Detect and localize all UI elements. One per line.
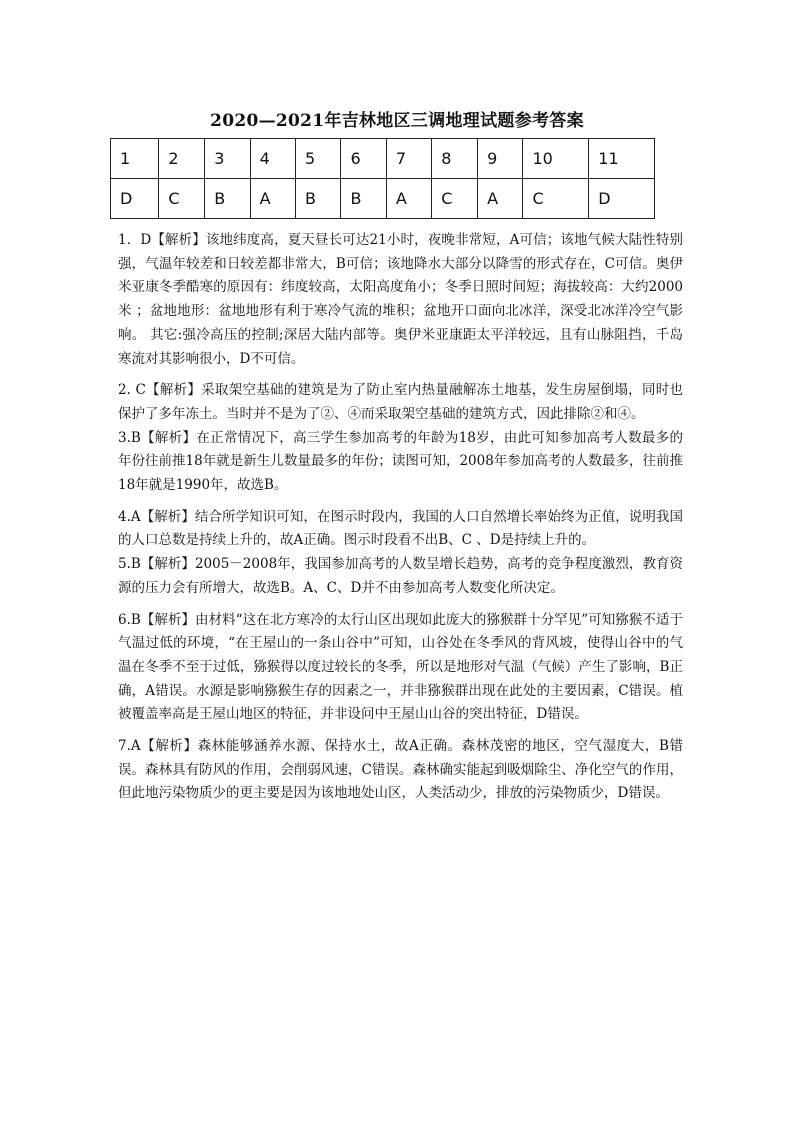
- answer-cell: B: [296, 179, 341, 219]
- answer-cell: D: [111, 179, 159, 219]
- explanation-paragraph: 5.B【解析】2005－2008年，我国参加高考的人数呈增长趋势，高考的竞争程度激烈，教育资源的压力会有所增大，故选B。A、C、D并不由参加高考人数变化所决定。: [118, 556, 683, 596]
- question-number-cell: 4: [250, 139, 295, 179]
- question-number-cell: 3: [205, 139, 250, 179]
- question-number-cell: 11: [589, 139, 655, 179]
- explanation-paragraph: 3.B【解析】在正常情况下，高三学生参加高考的年龄为18岁，由此可知参加高考人数最多的年份往前推18年就是新生儿数量最多的年份；读图可知，2008年参加高考的人数最多，往前推18年就是1990年，故选B。: [118, 429, 683, 494]
- explanation-paragraph: 7.A【解析】森林能够涵养水源、保持水土，故A正确。森林茂密的地区，空气湿度大，B错误。森林具有防风的作用，会削弱风速，C错误。森林确实能起到吸烟除尘、净化空气的作用，但此地污染物质少的更主要是因为该地地处山区，人类活动少，排放的污染物质少，D错误。: [118, 738, 683, 802]
- answer-cell: A: [386, 179, 431, 219]
- answer-row: [111, 179, 655, 219]
- question-number-cell: 2: [159, 139, 205, 179]
- answer-cell: A: [250, 179, 295, 219]
- answer-table: [110, 138, 655, 219]
- answer-cell: C: [159, 179, 205, 219]
- answer-cell: C: [432, 179, 478, 219]
- explanation-paragraph: 4.A【解析】结合所学知识可知，在图示时段内，我国的人口自然增长率始终为正值，说明我国的人口总数是持续上升的，故A正确。图示时段看不出B、C 、D是持续上升的。: [118, 508, 683, 549]
- question-number-row: [111, 139, 655, 179]
- answer-cell: A: [478, 179, 523, 219]
- answer-cell: B: [205, 179, 250, 219]
- answer-cell: B: [341, 179, 386, 219]
- question-number-cell: 6: [341, 139, 386, 179]
- explanation-paragraph: 6.B【解析】由材料“这在北方寒冷的太行山区出现如此庞大的猕猴群十分罕见”可知猕猴不适于气温过低的环境，“在王屋山的一条山谷中”可知，山谷处在冬季风的背风坡，使得山谷中的气温在冬季不至于过低，猕猴得以度过较长的冬季，所以是地形对气温（气候）产生了影响，B正确，A错误。水源是影响猕猴生存的因素之一，并非猕猴群出现在此处的主要因素，C错误。植被覆盖率高是王屋山地区的特征，并非设问中王屋山山谷的突出特征，D错误。: [118, 611, 683, 723]
- explanation-paragraph: 2. C【解析】采取架空基础的建筑是为了防止室内热量融解冻土地基，发生房屋倒塌，同时也保护了多年冻土。当时并不是为了②、④而采取架空基础的建筑方式，因此排除②和④。: [118, 382, 683, 422]
- question-number-cell: 10: [523, 139, 589, 179]
- question-number-cell: 7: [386, 139, 431, 179]
- question-number-cell: 8: [432, 139, 478, 179]
- answer-cell: D: [589, 179, 655, 219]
- explanations: [118, 229, 683, 806]
- explanation-paragraph: 1．D【解析】该地纬度高，夏天昼长可达21小时，夜晚非常短，A可信；该地气候大陆性特别强，气温年较差和日较差都非常大，B可信；该地降水大部分以降雪的形式存在，C可信。奥伊米亚康冬季酷寒的原因有：纬度较高，太阳高度角小；冬季日照时间短；海拔较高：大约2000米 ；盆地地形：盆地地形有利于寒冷气流的堆积；盆地开口面向北冰洋，深受北冰洋冷空气影响。 其它:强冷高压的控制;深居大陆内部等。奥伊米亚康距太平洋较远，且有山脉阻挡，千岛寒流对其影响很小，D不可信。: [118, 232, 683, 367]
- question-number-cell: 1: [111, 139, 159, 179]
- question-number-cell: 9: [478, 139, 523, 179]
- question-number-cell: 5: [296, 139, 341, 179]
- answer-cell: C: [523, 179, 589, 219]
- page-title: 2020—2021年吉林地区三调地理试题参考答案: [210, 111, 584, 131]
